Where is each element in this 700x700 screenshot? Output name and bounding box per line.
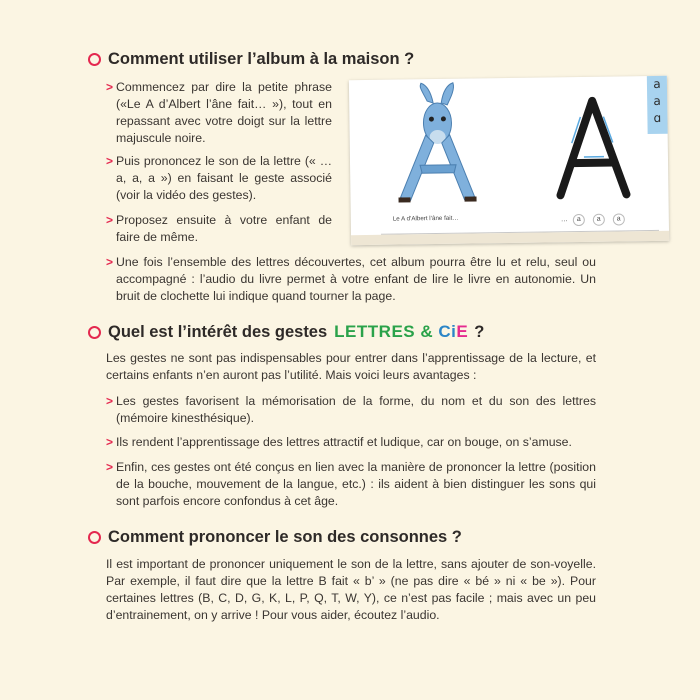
section-heading-gestures [88, 322, 484, 342]
list-item [106, 254, 596, 305]
section-heading-usage [88, 50, 414, 69]
consonants-body: Il est important de prononcer uniquement le son de la lettre, sans ajouter de son-voyelle. Par exemple, il faut dire que la lettre B fait « b’ » (ne pas dire « bé » ni « be »). Pour certaines lettres (B, C, D, G, K, L, P, Q, T, W, Y), ce n’est pas facile ; mais avec un peu d’entrainement, on y arrive ! Pour vous aider, écoutez l’audio. [106, 557, 596, 622]
brand-word: Ci [438, 322, 457, 341]
brand-word: LETTRES [334, 322, 416, 341]
list-item [106, 393, 596, 427]
arrow-bullet-icon: > [106, 255, 114, 269]
gestures-intro: Les gestes ne sont pas indispensables pour entrer dans l’apprentissage de la lecture, et certains enfants n’en auront pas l’utilité. Mais voici leurs avantages : [106, 351, 596, 382]
sounds-row [561, 213, 628, 226]
section-title: Comment prononcer le son des consonnes ? [108, 528, 462, 546]
list-item-text: Commencez par dire la petite phrase («Le A d’Albert l’âne fait… »), tout en repassant avec votre doigt sur la lettre majuscule noire. [116, 80, 332, 145]
illustration-caption: Le A d’Albert l’âne fait… [392, 214, 459, 223]
donkey-and-letter-illustration [349, 76, 651, 220]
list-item-text: Proposez ensuite à votre enfant de faire de même. [116, 213, 332, 244]
list-item-text: Enfin, ces gestes ont été conçus en lien avec la manière de prononcer la lettre (position de la bouche, mouvement de la langue, etc.) : ils aident à bien distinguer les sons qui sont parfois encore confondus à cet âge. [116, 460, 596, 508]
section-title: Quel est l’intérêt des gestes [108, 322, 328, 341]
album-page-illustration [349, 76, 669, 245]
circle-bullet-icon [88, 53, 101, 66]
section-heading-consonants [88, 528, 462, 547]
list-item-text: Une fois l’ensemble des lettres découvertes, cet album pourra être lu et relu, seul ou accompagné : l’audio du livre permet à votre enfant de lire le livre en autonomie. Un bruit de clochette lui indique quand tourner la page. [116, 255, 596, 303]
strip-letter: ɑ [653, 110, 662, 125]
strip-letter: a [653, 93, 661, 108]
sound-marker: a [593, 214, 605, 226]
section-title-suffix: ? [474, 322, 485, 341]
list-item-text: Puis prononcez le son de la lettre (« … a, a, a ») en faisant le geste associé (voir la vidéo des gestes). [116, 154, 332, 202]
sounds-prefix: … [560, 216, 568, 224]
list-item-text: Les gestes favorisent la mémorisation de la forme, du nom et du son des lettres (mémoire kinesthésique). [116, 394, 596, 425]
list-item [106, 153, 332, 204]
circle-bullet-icon [88, 531, 101, 544]
big-letter-a [559, 100, 626, 195]
arrow-bullet-icon: > [106, 80, 114, 94]
arrow-bullet-icon: > [106, 154, 114, 168]
letter-forms-strip [647, 76, 668, 134]
sound-marker: a [613, 213, 625, 225]
arrow-bullet-icon: > [106, 394, 114, 408]
list-item [106, 459, 596, 510]
brand-logo-lettres-et-cie [334, 322, 468, 342]
sound-marker: a [573, 214, 585, 226]
list-item-text: Ils rendent l’apprentissage des lettres attractif et ludique, car on bouge, on s’amuse. [116, 435, 572, 449]
strip-letter: a [653, 76, 661, 91]
arrow-bullet-icon: > [106, 213, 114, 227]
arrow-bullet-icon: > [106, 460, 114, 474]
circle-bullet-icon [88, 326, 101, 339]
list-item [106, 79, 332, 147]
arrow-bullet-icon: > [106, 435, 114, 449]
brand-ampersand: & [420, 322, 434, 341]
list-item [106, 212, 332, 246]
list-item [106, 434, 596, 451]
donkey-icon [397, 82, 477, 202]
section-title: Comment utiliser l’album à la maison ? [108, 50, 415, 68]
brand-word: E [456, 322, 469, 341]
